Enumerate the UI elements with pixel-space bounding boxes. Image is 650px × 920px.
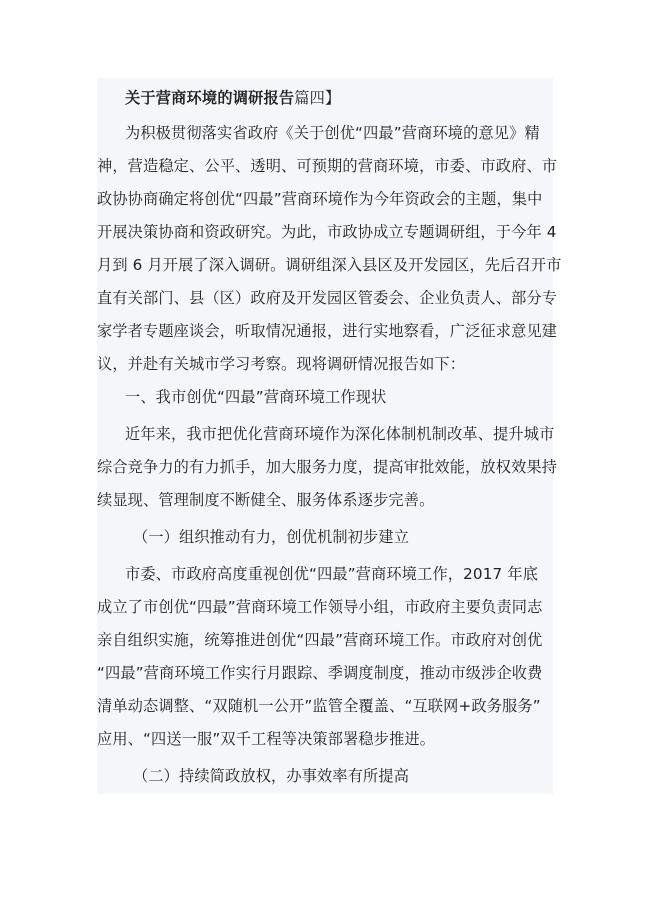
paragraph-line: 市委、市政府高度重视创优“四最”营商环境工作，2017 年底 xyxy=(125,565,539,583)
paragraph-line: 为积极贯彻落实省政府《关于创优“四最”营商环境的意见》精 xyxy=(125,124,540,142)
report-title-main: 关于营商环境的调研报告 xyxy=(125,89,295,107)
paragraph-line: 神，营造稳定、公平、透明、可预期的营商环境，市委、市政府、市 xyxy=(97,157,558,175)
report-title xyxy=(125,88,340,108)
report-title-suffix: 篇四】 xyxy=(294,89,341,107)
report-text-block xyxy=(97,78,562,794)
paragraph-line: 亲自组织实施，统筹推进创优“四最”营商环境工作。市政府对创优 xyxy=(97,631,543,649)
paragraph-line: 政协协商确定将创优“四最”营商环境作为今年资政会的主题，集中 xyxy=(97,190,543,208)
paragraph-line: 家学者专题座谈会，听取情况通报，进行实地察看，广泛征求意见建 xyxy=(97,322,558,340)
paragraph-line: 月到 6 月开展了深入调研。调研组深入县区及开发园区，先后召开市 xyxy=(97,256,562,274)
paragraph-line: 综合竞争力的有力抓手，加大服务力度，提高审批效能，放权效果持 xyxy=(97,458,558,476)
paragraph-line: 直有关部门、县（区）政府及开发园区管委会、企业负责人、部分专 xyxy=(97,289,558,307)
paragraph-line: 近年来，我市把优化营商环境作为深化体制机制改革、提升城市 xyxy=(125,425,555,443)
paragraph-line: 开展决策协商和资政研究。为此，市政协成立专题调研组，于今年 4 xyxy=(97,223,557,241)
paragraph-line: 续显现、管理制度不断健全、服务体系逐步完善。 xyxy=(97,491,435,509)
paragraph-line: 议，并赴有关城市学习考察。现将调研情况报告如下： xyxy=(97,355,466,373)
subsection-heading: （一）组织推动有力，创优机制初步建立 xyxy=(133,528,410,546)
subsection-heading: （二）持续简政放权，办事效率有所提高 xyxy=(133,767,410,785)
paragraph-line: 成立了市创优“四最”营商环境工作领导小组，市政府主要负责同志 xyxy=(97,598,543,616)
paragraph-line: 清单动态调整、“双随机一公开”监管全覆盖、“互联网+政务服务” xyxy=(97,697,541,715)
section-heading: 一、我市创优“四最”营商环境工作现状 xyxy=(125,388,387,406)
paragraph-line: 应用、“四送一服”双千工程等决策部署稳步推进。 xyxy=(97,730,436,748)
paragraph-line: “四最”营商环境工作实行月跟踪、季调度制度，推动市级涉企收费 xyxy=(97,664,543,682)
